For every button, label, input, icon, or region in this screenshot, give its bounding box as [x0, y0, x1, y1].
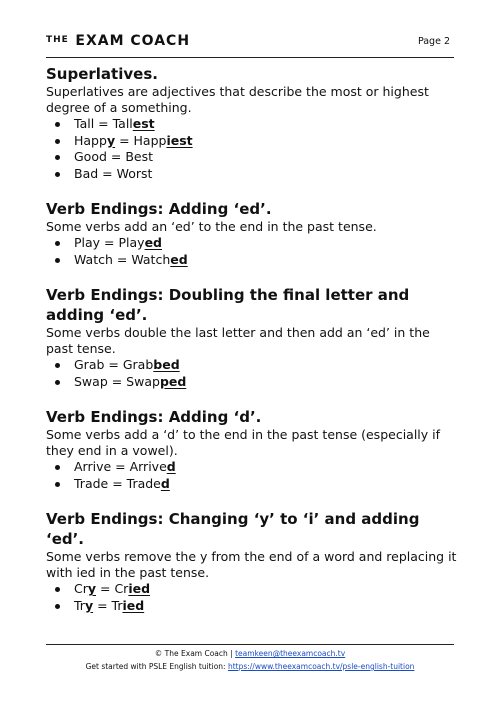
logo-brand: EXAM COACH: [75, 33, 191, 49]
section-title: Verb Endings: Doubling the final letter and adding ‘ed’.: [46, 286, 410, 324]
list-item: Tall = Tallest: [74, 116, 458, 133]
section-description: Some verbs add an ‘ed’ to the end in the past tense.: [46, 219, 377, 234]
list-item: Trade = Traded: [74, 476, 458, 493]
list-item: Happy = Happiest: [74, 133, 458, 150]
example-list: [46, 235, 458, 268]
header-divider: [46, 57, 454, 58]
footer-copyright: © The Exam Coach |: [154, 649, 236, 658]
section-title: Verb Endings: Adding ‘ed’.: [46, 200, 272, 218]
section-description: Some verbs double the last letter and then add an ‘ed’ in the past tense.: [46, 325, 430, 356]
list-item: Swap = Swapped: [74, 374, 458, 391]
list-item: Cry = Cried: [74, 581, 458, 598]
section-title: Superlatives.: [46, 65, 158, 83]
list-item: Bad = Worst: [74, 166, 458, 183]
section-description: Some verbs remove the y from the end of a word and replacing it with ied in the past tense.: [46, 549, 457, 580]
footer-line-1: [0, 649, 500, 658]
section-title: Verb Endings: Adding ‘d’.: [46, 408, 262, 426]
section-description: Some verbs add a ‘d’ to the end in the past tense (especially if they end in a vowel).: [46, 427, 441, 458]
list-item: Try = Tried: [74, 598, 458, 615]
list-item: Grab = Grabbed: [74, 357, 458, 374]
example-list: [46, 581, 458, 614]
document-body: [46, 64, 458, 614]
list-item: Arrive = Arrived: [74, 459, 458, 476]
footer-email-link[interactable]: teamkeen@theexamcoach.tv: [235, 649, 346, 658]
list-item: Good = Best: [74, 149, 458, 166]
example-list: [46, 116, 458, 182]
example-list: [46, 357, 458, 390]
example-list: [46, 459, 458, 492]
section-title: Verb Endings: Changing ‘y’ to ‘i’ and adding ‘ed’.: [46, 510, 420, 548]
section-description: Superlatives are adjectives that describe the most or highest degree of a something.: [46, 84, 429, 115]
section-doubling: [46, 285, 458, 390]
section-superlatives: [46, 64, 458, 182]
page-number: Page 2: [417, 36, 450, 47]
section-y-to-i: [46, 509, 458, 614]
footer-divider: [46, 644, 454, 645]
logo-the: THE: [46, 35, 69, 45]
brand-logo: [46, 30, 190, 49]
footer-cta: Get started with PSLE English tuition:: [85, 662, 228, 671]
list-item: Play = Played: [74, 235, 458, 252]
footer-line-2: [0, 662, 500, 671]
section-adding-ed: [46, 199, 458, 268]
footer-tuition-link[interactable]: https://www.theexamcoach.tv/psle-english-tuition: [227, 662, 415, 671]
section-adding-d: [46, 407, 458, 492]
list-item: Watch = Watched: [74, 252, 458, 269]
page-header: [46, 28, 454, 58]
